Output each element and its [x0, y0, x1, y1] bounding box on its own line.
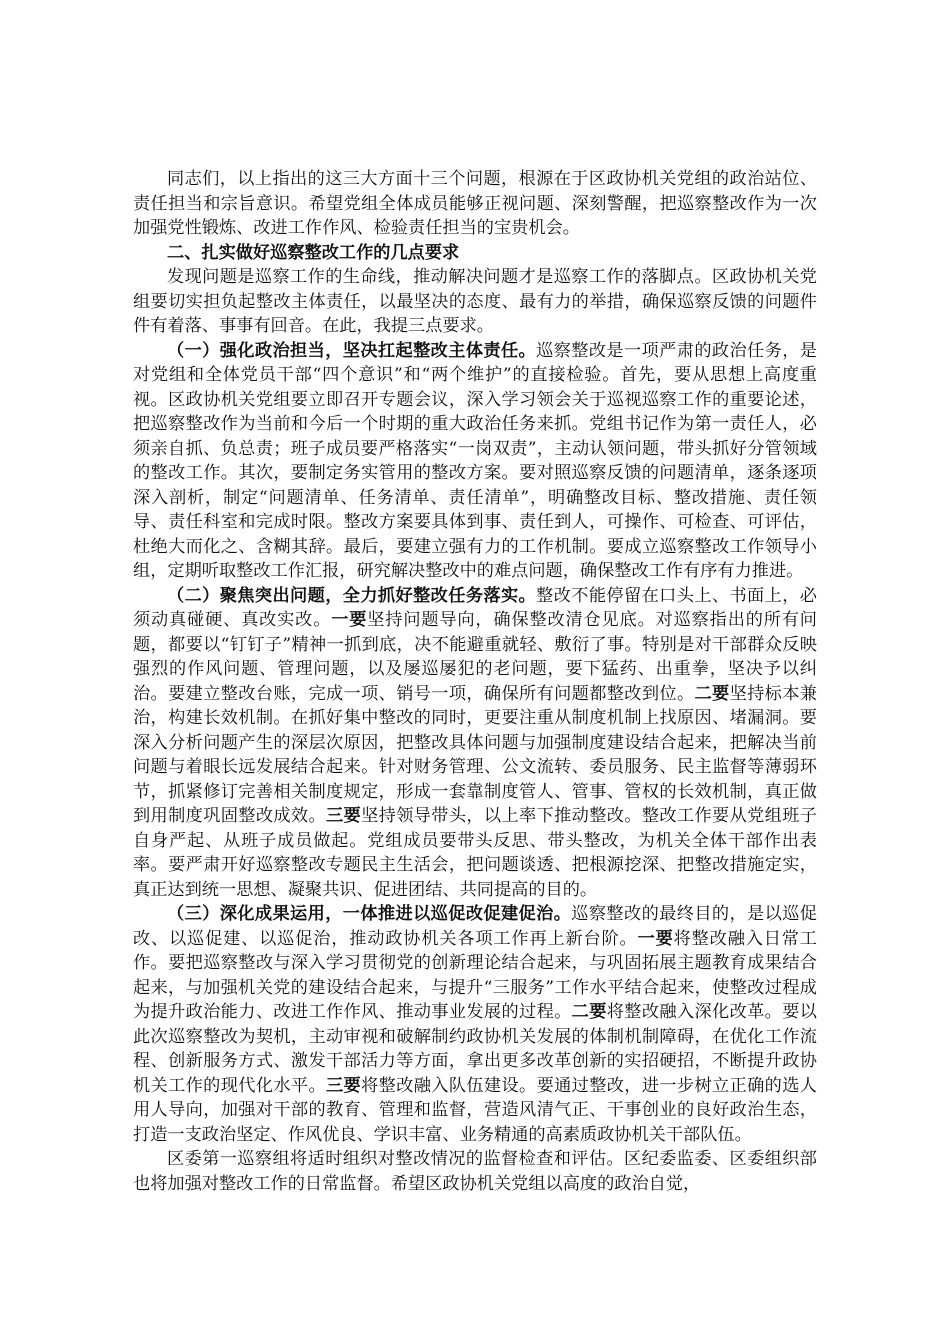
paragraph-intro: 同志们，以上指出的这三大方面十三个问题，根源在于区政协机关党组的政治站位、责任担当和宗旨意识。希望党组全体成员能够正视问题、深刻警醒，把巡察整改作为一次加强党性锻炼、改进工作作风、检验责任担当的宝贵机会。 — [133, 169, 817, 238]
requirement-3-point-3-label: 三要 — [326, 1075, 362, 1096]
requirement-2-point-3-label: 三要 — [326, 806, 362, 826]
requirement-2-point-3: 坚持领导带头，以上率下推动整改。整改工作要从党组班子自身严起、从班子成员做起。党组成员要带头反思、带头整改，为机关全体干部作出表率。要严肃开好巡察整改专题民主生活会，把问题谈透、把根源挖深、把整改措施定实，真正达到统一思想、凝聚共识、促进团结、共同提高的目的。 — [133, 806, 817, 900]
requirement-2-point-2-label: 二要 — [694, 683, 730, 704]
paragraph-requirement-1 — [133, 339, 817, 584]
section-heading: 二、扎实做好巡察整改工作的几点要求 — [167, 242, 460, 263]
requirement-3-intro: 巡察整改的最终目的，是以巡促改、以巡促建、以巡促治，推动政协机关各项工作再上新台阶。 — [133, 904, 817, 949]
requirement-2-point-1: 坚持问题导向，确保整改清仓见底。对巡察指出的所有问题，都要以“钉钉子”精神一抓到底，决不能避重就轻、敷衍了事。特别是对干部群众反映强烈的作风问题、管理问题，以及屡巡屡犯的老问题，要下猛药、出重拳，坚决予以纠治。要建立整改台账，完成一项、销号一项，确保所有问题都整改到位。 — [133, 610, 817, 704]
requirement-2-point-2: 坚持标本兼治，构建长效机制。在抓好集中整改的同时，更要注重从制度机制上找原因、堵漏洞。要深入分析问题产生的深层次原因，把整改具体问题与加强制度建设结合起来，把解决当前问题与着眼长远发展结合起来。针对财务管理、公文流转、委员服务、民主监督等薄弱环节，抓紧修订完善相关制度规定，形成一套靠制度管人、管事、管权的长效机制，真正做到用制度巩固整改成效。 — [133, 683, 817, 826]
requirement-3-point-2-label: 二要 — [571, 1002, 607, 1022]
requirement-3-point-1: 将整改融入日常工作。要把巡察整改与深入学习贯彻党的创新理论结合起来，与巩固拓展主题教育成果结合起来，与加强机关党的建设结合起来，与提升“三服务”工作水平结合起来，使整改过程成为提升政治能力、改进工作作风、推动事业发展的过程。 — [133, 928, 817, 1022]
requirement-2-intro: 整改不能停留在口头上、书面上，必须动真碰硬、真改实改。 — [133, 585, 817, 630]
requirement-3-title: （三）深化成果运用，一体推进以巡促改促建促治。 — [167, 904, 572, 924]
requirement-1-body: 巡察整改是一项严肃的政治任务，是对党组和全体党员干部“四个意识”和“两个维护”的直接检验。首先，要从思想上高度重视。区政协机关党组要立即召开专题会议，深入学习领会关于巡视巡察工作的重要论述，把巡察整改作为当前和今后一个时期的重大政治任务来抓。党组书记作为第一责任人，必须亲自抓、负总责；班子成员要严格落实“一岗双责”，主动认领问题，带头抓好分管领域的整改工作。其次，要制定务实管用的整改方案。要对照巡察反馈的问题清单，逐条逐项深入剖析，制定“问题清单、任务清单、责任清单”，明确整改目标、整改措施、责任领导、责任科室和完成时限。整改方案要具体到事、责任到人，可操作、可检查、可评估，杜绝大而化之、含糊其辞。最后，要建立强有力的工作机制。要成立巡察整改工作领导小组，定期听取整改工作汇报，研究解决整改中的难点问题，确保整改工作有序有力推进。 — [133, 340, 817, 581]
requirement-1-title: （一）强化政治担当，坚决扛起整改主体责任。 — [167, 340, 537, 361]
paragraph-requirement-2 — [133, 584, 817, 903]
paragraph-requirement-3 — [133, 902, 817, 1147]
paragraph-closing: 区委第一巡察组将适时组织对整改情况的监督检查和评估。区纪委监委、区委组织部也将加强对整改工作的日常监督。希望区政协机关党组以高度的政治自觉， — [133, 1149, 817, 1194]
requirement-2-title: （二）聚焦突出问题，全力抓好整改任务落实。 — [167, 585, 537, 606]
document-body — [133, 167, 817, 1196]
requirement-3-point-3: 将整改融入队伍建设。要通过整改，进一步树立正确的选人用人导向，加强对干部的教育、管理和监督，营造风清气正、干事创业的良好政治生态，打造一支政治坚定、作风优良、学识丰富、业务精通的高素质政协机关干部队伍。 — [133, 1075, 817, 1145]
requirement-2-point-1-label: 一要 — [331, 610, 368, 630]
paragraph-overview: 发现问题是巡察工作的生命线，推动解决问题才是巡察工作的落脚点。区政协机关党组要切实担负起整改主体责任，以最坚决的态度、最有力的举措，确保巡察反馈的问题件件有着落、事事有回音。在此，我提三点要求。 — [133, 267, 817, 336]
requirement-3-point-1-label: 一要 — [637, 928, 674, 949]
requirement-3-point-2: 将整改融入深化改革。要以此次巡察整改为契机，主动审视和破解制约政协机关发展的体制机制障碍，在优化工作流程、创新服务方式、激发干部活力等方面，拿出更多改革创新的实招硬招，不断提升政协机关工作的现代化水平。 — [133, 1002, 817, 1096]
